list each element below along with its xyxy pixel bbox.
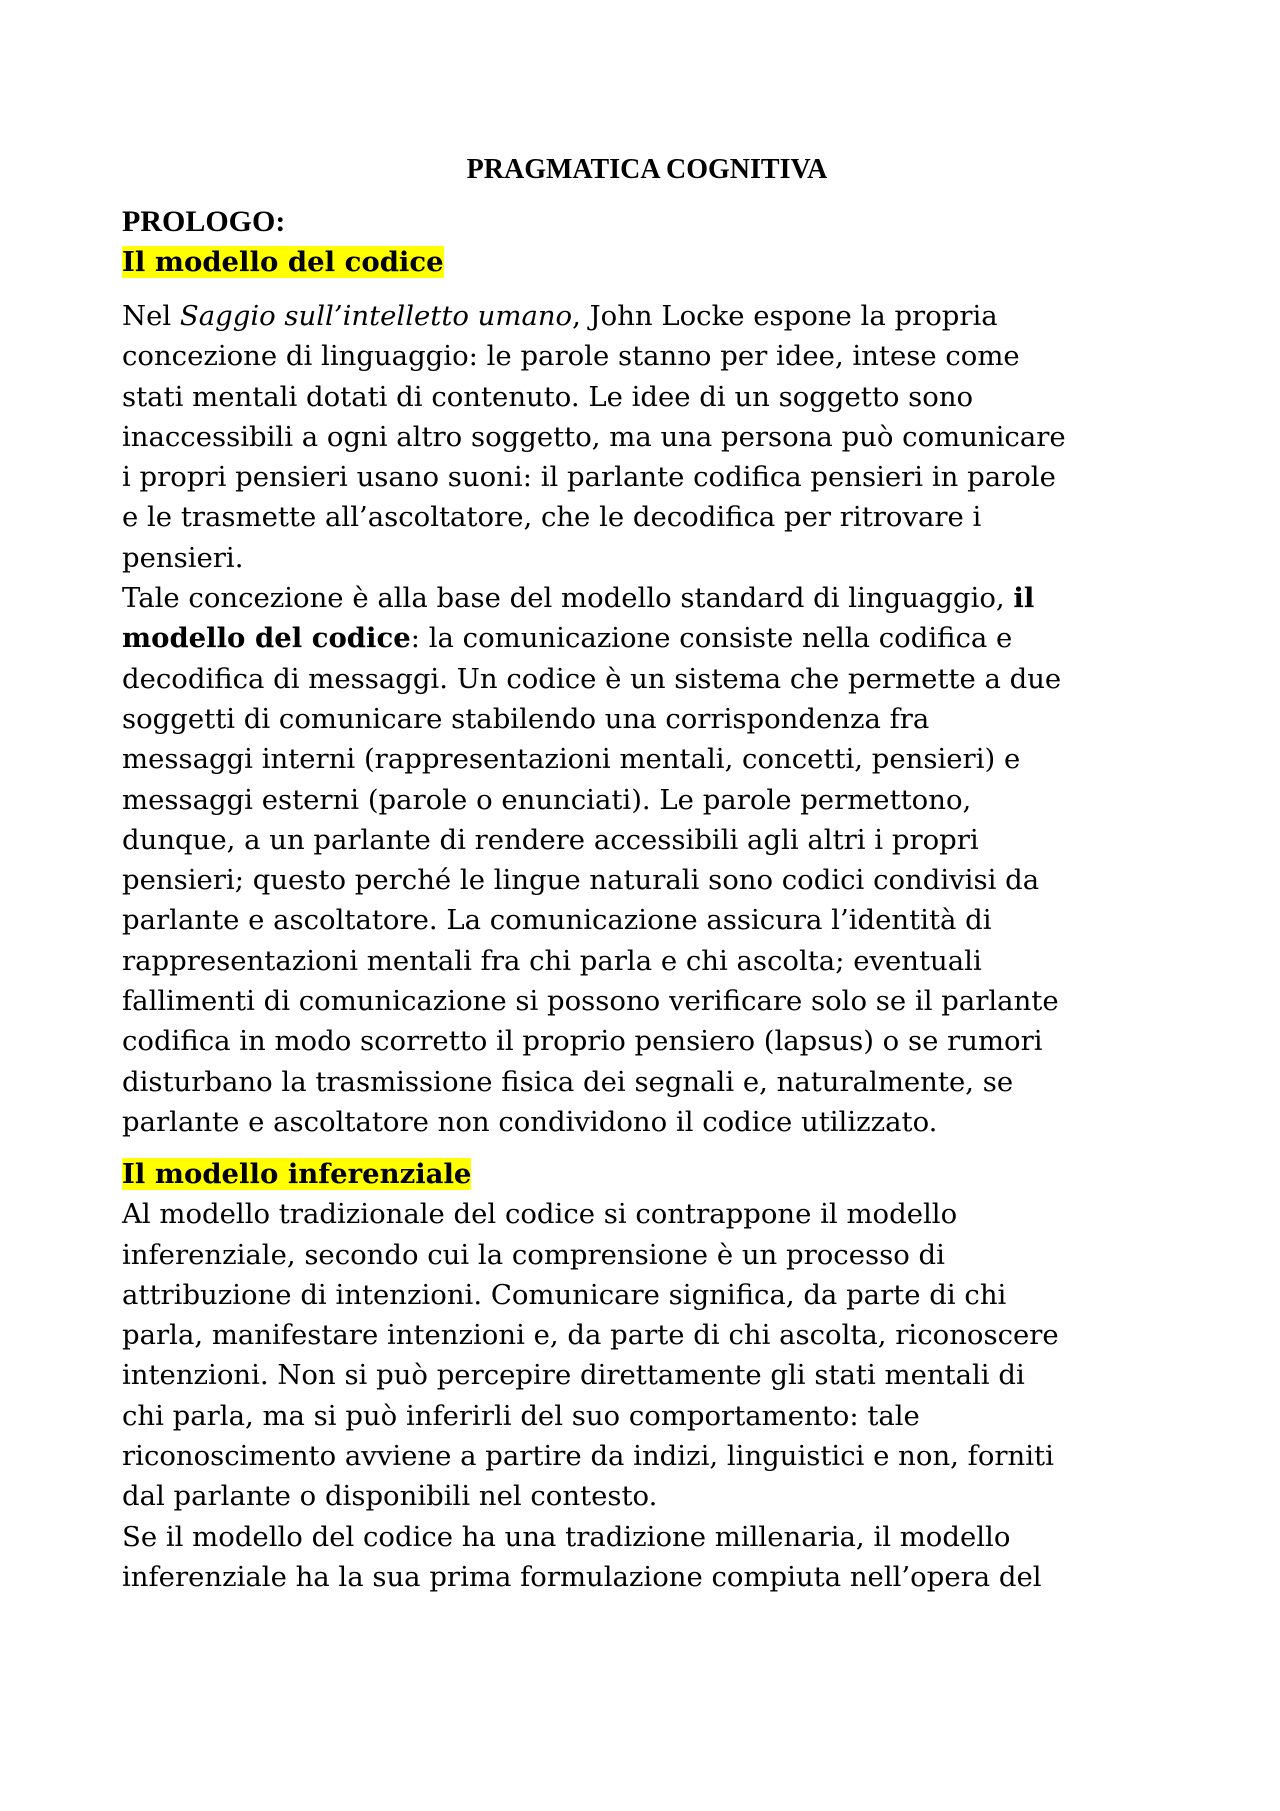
text-line: decodifica di messaggi. Un codice è un sistema che permette a due bbox=[122, 662, 1062, 695]
text-line: messaggi interni (rappresentazioni mentali, concetti, pensieri) e bbox=[122, 743, 1021, 776]
text-line: i propri pensieri usano suoni: il parlante codifica pensieri in parole bbox=[122, 461, 1056, 494]
text-line: e le trasmette all’ascoltatore, che le decodifica per ritrovare i bbox=[122, 501, 982, 534]
text-line: parla, manifestare intenzioni e, da parte di chi ascolta, riconoscere bbox=[122, 1319, 1059, 1352]
text-run: , John Locke espone la propria bbox=[572, 300, 998, 332]
prologue-label: PROLOGO: bbox=[122, 205, 286, 238]
text-line: inferenziale, secondo cui la comprensione è un processo di bbox=[122, 1238, 945, 1271]
section-heading-inferenziale bbox=[122, 1154, 1172, 1194]
bold-term: modello del codice bbox=[122, 622, 411, 655]
text-line: parlante e ascoltatore non condividono il codice utilizzato. bbox=[122, 1105, 938, 1138]
text-line: dal parlante o disponibili nel contesto. bbox=[122, 1480, 658, 1513]
section-heading-codice-text: Il modello del codice bbox=[122, 246, 444, 278]
text-line: riconoscimento avviene a partire da indizi, linguistici e non, forniti bbox=[122, 1440, 1054, 1473]
section-heading-inferenziale-text: Il modello inferenziale bbox=[122, 1158, 472, 1191]
book-title-italic: Saggio sull’intelletto umano bbox=[179, 300, 573, 332]
text-line: stati mentali dotati di contenuto. Le idee di un soggetto sono bbox=[122, 380, 974, 413]
text-run: Nel bbox=[122, 300, 180, 332]
text-run: Tale concezione è alla base del modello standard di linguaggio, bbox=[122, 582, 1014, 615]
text-line: soggetti di comunicare stabilendo una corrispondenza fra bbox=[122, 702, 930, 735]
text-line: intenzioni. Non si può percepire direttamente gli stati mentali di bbox=[122, 1359, 1025, 1392]
text-line: fallimenti di comunicazione si possono verificare solo se il parlante bbox=[122, 985, 1059, 1018]
paragraph-modello-inferenziale bbox=[122, 1194, 1172, 1516]
paragraph-locke bbox=[122, 296, 1172, 578]
text-line: disturbano la trasmissione fisica dei segnali e, naturalmente, se bbox=[122, 1065, 1014, 1098]
text-line: parlante e ascoltatore. La comunicazione assicura l’identità di bbox=[122, 904, 992, 937]
text-line: attribuzione di intenzioni. Comunicare significa, da parte di chi bbox=[122, 1278, 1007, 1311]
text-line: codifica in modo scorretto il proprio pensiero (lapsus) o se rumori bbox=[122, 1025, 1043, 1058]
document-page bbox=[122, 148, 1172, 1597]
text-line: concezione di linguaggio: le parole stanno per idee, intese come bbox=[122, 340, 1020, 373]
paragraph-tradizione bbox=[122, 1517, 1172, 1598]
text-line: inferenziale ha la sua prima formulazione compiuta nell’opera del bbox=[122, 1560, 1042, 1593]
text-line: pensieri; questo perché le lingue naturali sono codici condivisi da bbox=[122, 864, 1040, 897]
text-line bbox=[122, 578, 1172, 618]
text-line bbox=[122, 296, 1172, 336]
bold-term: il bbox=[1013, 582, 1035, 615]
text-line bbox=[122, 618, 1172, 658]
paragraph-modello-codice bbox=[122, 578, 1172, 1142]
text-run: : la comunicazione consiste nella codifica e bbox=[410, 622, 1013, 655]
text-line: Al modello tradizionale del codice si contrappone il modello bbox=[122, 1198, 958, 1231]
text-line: messaggi esterni (parole o enunciati). Le parole permettono, bbox=[122, 783, 972, 816]
text-line: rappresentazioni mentali fra chi parla e chi ascolta; eventuali bbox=[122, 944, 982, 977]
text-line: pensieri. bbox=[122, 541, 244, 574]
text-line: chi parla, ma si può inferirli del suo comportamento: tale bbox=[122, 1399, 920, 1432]
document-title: PRAGMATICA COGNITIVA bbox=[466, 154, 828, 185]
section-heading-codice bbox=[122, 242, 1172, 282]
text-line: inaccessibili a ogni altro soggetto, ma una persona può comunicare bbox=[122, 420, 1066, 453]
text-line: Se il modello del codice ha una tradizione millenaria, il modello bbox=[122, 1520, 1011, 1553]
text-line: dunque, a un parlante di rendere accessibili agli altri i propri bbox=[122, 823, 979, 856]
